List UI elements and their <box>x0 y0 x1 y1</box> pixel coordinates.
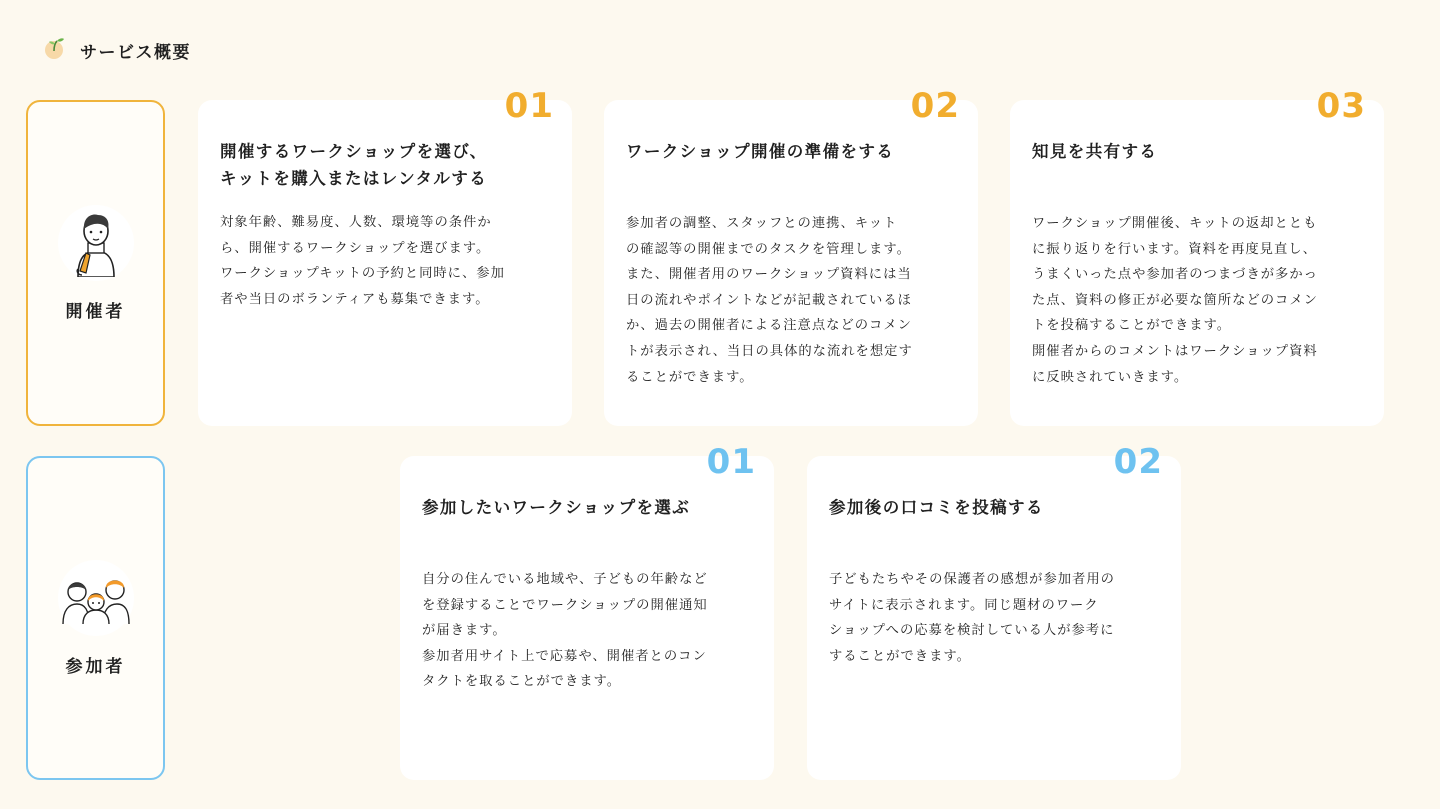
step-number: 03 <box>1316 86 1366 126</box>
role-label-participant: 参加者 <box>65 656 126 677</box>
participant-step-card-1 <box>400 442 774 780</box>
step-heading: 参加したいワークショップを選ぶ <box>422 498 691 517</box>
step-number: 02 <box>1113 442 1163 482</box>
step-body: 参加者の調整、スタッフとの連携、キット の確認等の開催までのタスクを管理します。 また、開催者用のワークショップ資料には当 日の流れやポイントなどが記載されているほ か、過去の開催者による注意点などのコメン トが表示され、当日の具体的な流れを想定す ることができます。 <box>626 216 913 385</box>
page-header <box>44 36 191 64</box>
role-box-participant <box>26 456 165 780</box>
role-box-organizer <box>26 100 165 426</box>
role-label-organizer: 開催者 <box>65 301 126 322</box>
step-number: 02 <box>910 86 960 126</box>
participant-step-card-2 <box>807 442 1181 780</box>
step-heading: 知見を共有する <box>1032 142 1158 161</box>
organizer-avatar <box>58 205 134 281</box>
step-body: ワークショップ開催後、キットの返却ととも に振り返りを行います。資料を再度見直し、 うまくいった点や参加者のつまづきが多かっ た点、資料の修正が必要な箇所などのコメン トを投稿することができます。 開催者からのコメントはワークショップ資料 に反映されていきます。 <box>1032 216 1318 385</box>
step-heading: 参加後の口コミを投稿する <box>829 498 1044 517</box>
page-title: サービス概要 <box>80 42 191 63</box>
step-heading: 開催するワークショップを選び、 キットを購入またはレンタルする <box>220 142 488 188</box>
participant-avatar <box>58 560 134 636</box>
family-icon <box>59 566 133 630</box>
step-body: 自分の住んでいる地域や、子どもの年齢など を登録することでワークショップの開催通知 が届きます。 参加者用サイト上で応募や、開催者とのコン タクトを取ることができます。 <box>422 572 708 690</box>
step-body: 子どもたちやその保護者の感想が参加者用の サイトに表示されます。同じ題材のワーク ショップへの応募を検討している人が参考に することができます。 <box>829 572 1115 664</box>
step-number: 01 <box>706 442 756 482</box>
sprout-logo-icon <box>44 36 68 64</box>
step-body: 対象年齢、難易度、人数、環境等の条件か ら、開催するワークショップを選びます。 ワークショップキットの予約と同時に、参加 者や当日のボランティアも募集できます。 <box>220 215 505 307</box>
organizer-step-card-3 <box>1010 86 1384 426</box>
step-number: 01 <box>504 86 554 126</box>
organizer-person-icon <box>64 205 128 281</box>
organizer-step-card-1 <box>198 86 572 426</box>
step-heading: ワークショップ開催の準備をする <box>626 142 895 161</box>
organizer-step-card-2 <box>604 86 978 426</box>
